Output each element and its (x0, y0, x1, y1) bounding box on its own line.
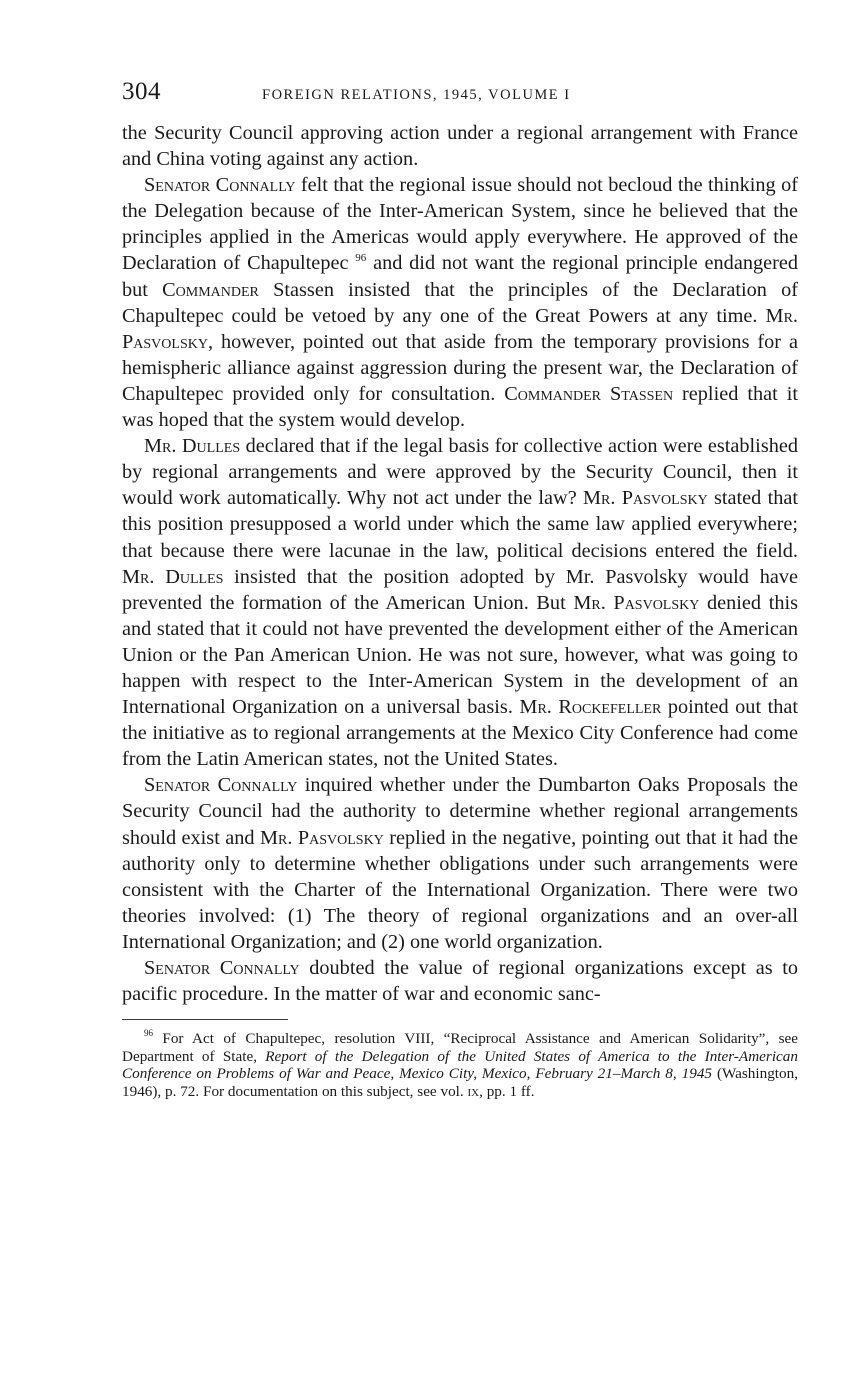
footnote-divider (122, 1019, 288, 1020)
page-header (122, 78, 798, 112)
body-text (122, 120, 798, 1007)
speaker-name: Mr. Dulles (122, 565, 224, 588)
document-page (122, 78, 798, 1101)
footnote-number: 96 (144, 1028, 153, 1038)
footnote: $^{96}$ For Act of Chapultepec, resolution VIII, “Reciprocal Assistance and American Solidarity”, see Department of State, Report of the Delegation of the United States of America to the Inter-American Conference on Problems of War and Peace, Mexico City, Mexico, February 21–March 8, 1945 (Washington, 1946), p. 72. For documentation on this subject, see vol. ix, pp. 1 ff. (122, 1028, 798, 1100)
speaker-name: Mr. Rockefeller (519, 696, 662, 719)
paragraph-connally-doubted: Senator Connally doubted the value of regional organizations except as to pacific procedure. In the matter of war and economic sanc- (122, 957, 798, 1006)
paragraph-continued: the Security Council approving action under a regional arrangement with France and China voting against any action. (122, 122, 798, 171)
running-head: FOREIGN RELATIONS, 1945, VOLUME I (262, 87, 571, 103)
speaker-name: Mr. Pasvolsky (122, 304, 798, 353)
speaker-name: Commander Stassen (504, 382, 674, 405)
speaker-name: Senator Connally (144, 174, 296, 197)
speaker-name: Commander (162, 278, 259, 301)
speaker-name: Mr. Pasvolsky (583, 487, 708, 510)
footnote-volume: ix (467, 1082, 480, 1100)
speaker-name: Mr. Pasvolsky (573, 591, 700, 614)
speaker-name: Senator Connally (144, 957, 300, 979)
footnote-reference: 96 (355, 252, 367, 265)
speaker-name: Mr. Pasvolsky (259, 826, 384, 849)
paragraph-dulles-legal-basis: Mr. Dulles declared that if the legal basis for collective action were established by regional arrangements and were approved by the Security Council, then it would work automatically. Why not act under the law? Mr. Pasvolsky stated that this position presupposed a world under which the same law applied everywhere; that because there were lacunae in the law, political decisions entered the field. Mr. Dulles insisted that the position adopted by Mr. Pasvolsky would have prevented the formation of the American Union. But Mr. Pasvolsky denied this and stated that it could not have prevented the development either of the American Union or the Pan American Union. He was not sure, however, what was going to happen with respect to the Inter-American System in the development of an International Organization on a universal basis. Mr. Rockefeller pointed out that the initiative as to regional arrangements at the Mexico City Conference had come from the Latin American states, not the United States. (122, 435, 799, 771)
footnote-citation-title: Report of the Delegation of the United States of America to the Inter-American Conference on Problems of War and Peace, Mexico City, Mexico, February 21–March 8, 1945 (122, 1047, 798, 1083)
paragraph-connally-regional: Senator Connally felt that the regional issue should not becloud the thinking of the Delegation because of the Inter-American System, since he believed that the principles applied in the Americas would apply everywhere. He approved of the Declaration of Chapultepec $^{96}$ and did not want the regional principle endangered but Commander Stassen insisted that the principles of the Declaration of Chapultepec could be vetoed by any one of the Great Powers at any time. Mr. Pasvolsky, however, pointed out that aside from the temporary provisions for a hemispheric alliance against aggression during the present war, the Declaration of Chapultepec provided only for consultation. Commander Stassen replied that it was hoped that the system would develop. (122, 174, 799, 432)
paragraph-connally-dumbarton: Senator Connally inquired whether under the Dumbarton Oaks Proposals the Security Council had the authority to determine whether regional arrangements should exist and Mr. Pasvolsky replied in the negative, pointing out that it had the authority only to determine whether obligations under such arrangements were consistent with the Charter of the International Organization. There were two theories involved: (1) The theory of regional organizations and an over-all International Organization; and (2) one world organization. (122, 774, 798, 953)
speaker-name: Senator Connally (144, 774, 298, 797)
speaker-name: Mr. Dulles (144, 435, 241, 458)
page-number: 304 (122, 78, 161, 105)
